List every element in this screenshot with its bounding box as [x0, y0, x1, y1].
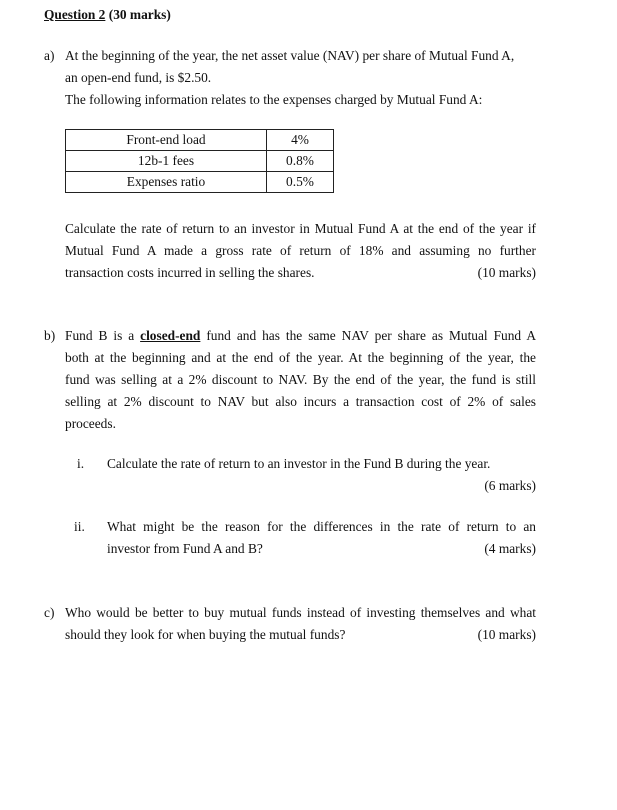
part-b-i-marks-line	[107, 475, 536, 497]
table-cell-value: 0.8%	[267, 151, 334, 172]
part-b-ii-line-2	[107, 538, 536, 560]
part-a-question-line-3-text: transaction costs incurred in selling the shares.	[65, 265, 315, 280]
closed-end-term: closed-end	[140, 328, 201, 343]
part-a-marker: a)	[44, 48, 55, 63]
part-a-info: The following information relates to the expenses charged by Mutual Fund A:	[65, 92, 483, 107]
table-row	[66, 172, 334, 193]
part-a-intro	[65, 45, 536, 111]
table-cell-item: Front-end load	[66, 130, 267, 151]
question-total-marks: (30 marks)	[105, 7, 171, 22]
part-b-line-1-post: fund and has the same NAV per share as Mutual Fund A	[200, 328, 537, 343]
part-b-line-4: selling at 2% discount to NAV but also incurs a transaction cost of 2% of sales	[65, 394, 536, 409]
part-b-line-1-pre: Fund B is a	[65, 328, 141, 343]
part-a-question	[65, 218, 536, 284]
part-b-line-1	[65, 325, 536, 347]
table-cell-item: 12b-1 fees	[66, 151, 267, 172]
part-b-i-marker: i.	[77, 456, 85, 471]
part-c-line-2-text: should they look for when buying the mutual funds?	[65, 627, 346, 642]
part-a-question-line-1: Calculate the rate of return to an investor in Mutual Fund A at the end of the year if	[65, 221, 536, 236]
part-b-i-text: Calculate the rate of return to an investor in the Fund B during the year.	[107, 456, 491, 471]
question-label: Question 2	[44, 7, 106, 22]
part-c-line-2	[65, 624, 536, 646]
table-row	[66, 151, 334, 172]
part-b-ii-marker: ii.	[74, 519, 85, 534]
part-b-line-5: proceeds.	[65, 416, 116, 431]
part-a-intro-line-1: At the beginning of the year, the net asset value (NAV) per share of Mutual Fund A,	[65, 48, 515, 63]
part-a-question-line-3	[65, 262, 536, 284]
part-b-ii	[107, 516, 536, 560]
part-c-line-1: Who would be better to buy mutual funds instead of investing themselves and what	[65, 605, 536, 620]
part-b-ii-line-2-text: investor from Fund A and B?	[107, 541, 263, 556]
part-b-ii-line-1: What might be the reason for the differences in the rate of return to an	[107, 519, 536, 534]
table-row	[66, 130, 334, 151]
part-b-ii-marks: (4 marks)	[484, 541, 536, 556]
part-b-line-3: fund was selling at a 2% discount to NAV. By the end of the year, the fund is still	[65, 372, 536, 387]
part-a-marks: (10 marks)	[477, 265, 536, 280]
table-cell-item: Expenses ratio	[66, 172, 267, 193]
part-a-question-line-2: Mutual Fund A made a gross rate of return of 18% and assuming no further	[65, 243, 536, 258]
part-b-marker: b)	[44, 328, 56, 343]
table-cell-value: 0.5%	[267, 172, 334, 193]
part-b-i	[107, 453, 536, 497]
part-c	[65, 602, 536, 646]
expenses-table	[65, 129, 334, 193]
part-a-intro-line-2: an open-end fund, is $2.50.	[65, 70, 212, 85]
part-c-marks: (10 marks)	[477, 627, 536, 642]
part-b-i-marks: (6 marks)	[484, 478, 536, 493]
table-cell-value: 4%	[267, 130, 334, 151]
question-heading	[44, 4, 171, 26]
part-b-line-2: both at the beginning and at the end of the year. At the beginning of the year, the	[65, 350, 536, 365]
part-b-body	[65, 325, 536, 435]
part-c-marker: c)	[44, 605, 55, 620]
